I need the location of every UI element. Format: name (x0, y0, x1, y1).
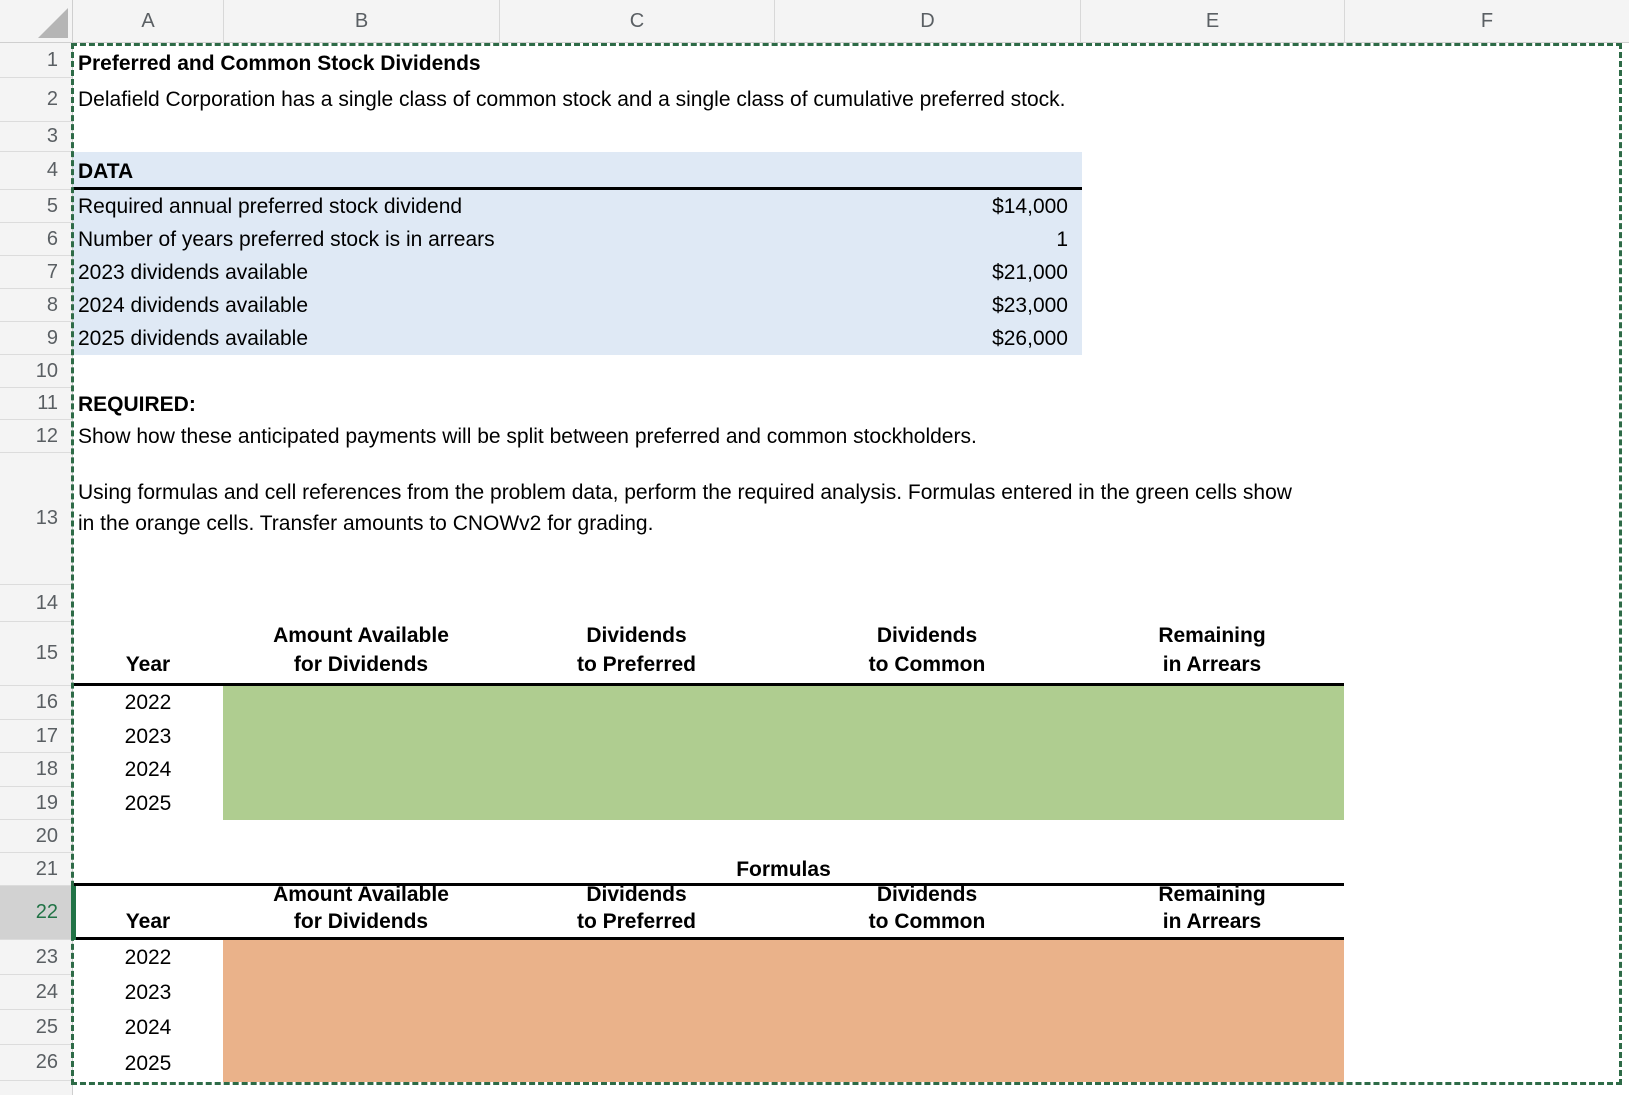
data-value: $21,000 (992, 260, 1068, 284)
year-text: 2025 (124, 1052, 172, 1075)
row-number: 8 (46, 293, 58, 316)
row-header-15[interactable] (0, 622, 72, 686)
row-number: 7 (46, 260, 58, 283)
column-header-d[interactable] (774, 0, 1080, 43)
header-line1: Amount Available (273, 883, 449, 906)
required-task-text: Show how these anticipated payments will be split between preferred and common stockholders. (78, 425, 977, 448)
formulas-heading-text: Formulas (736, 857, 831, 881)
column-letter: F (1480, 9, 1494, 32)
row-header-16[interactable] (0, 686, 72, 720)
row-number: 14 (35, 591, 58, 614)
table2-year-2025[interactable] (73, 1046, 223, 1082)
data-label: Required annual preferred stock dividend (78, 194, 463, 218)
header-line1: Amount Available (273, 624, 449, 647)
required-heading-text: REQUIRED: (78, 393, 196, 416)
table2-year-2024[interactable] (73, 1010, 223, 1046)
row-number: 22 (35, 901, 58, 923)
column-header-c[interactable] (499, 0, 774, 43)
row-header-13[interactable] (0, 453, 72, 585)
row-header-18[interactable] (0, 753, 72, 787)
table2-year-2023[interactable] (73, 975, 223, 1010)
row-header-10[interactable] (0, 355, 72, 388)
row-number: 9 (46, 326, 58, 349)
column-letter: B (354, 9, 369, 32)
header-line2: for Dividends (293, 910, 429, 933)
year-text: 2025 (124, 791, 172, 815)
row-header-19[interactable] (0, 787, 72, 820)
table1-header-year[interactable] (73, 622, 223, 686)
table1-year-2025[interactable] (73, 787, 223, 820)
data-value: $26,000 (992, 326, 1068, 350)
row-number: 23 (35, 945, 58, 968)
column-letter: C (629, 9, 645, 32)
column-header-f[interactable] (1344, 0, 1629, 43)
table1-header-amount-available[interactable] (223, 622, 499, 686)
header-line2: Year (125, 910, 171, 933)
row-number: 4 (46, 159, 58, 181)
row-number: 12 (35, 424, 58, 447)
table2-header-dividends-preferred[interactable] (499, 883, 774, 940)
column-letter: A (141, 9, 155, 32)
row-number: 3 (46, 125, 58, 147)
row-header-25[interactable] (0, 1010, 72, 1045)
header-line1: Dividends (876, 624, 978, 647)
row-header-17[interactable] (0, 720, 72, 753)
table2-header-amount-available[interactable] (223, 883, 499, 940)
select-all-corner[interactable] (0, 0, 73, 43)
column-header-a[interactable] (73, 0, 223, 43)
title-text: Preferred and Common Stock Dividends (78, 52, 481, 75)
data-label: Number of years preferred stock is in arrears (78, 227, 495, 251)
column-letter: E (1205, 9, 1220, 32)
cell-title[interactable] (78, 43, 481, 78)
cell-intro[interactable] (78, 78, 1065, 122)
row-header-23[interactable] (0, 940, 72, 975)
row-header-26[interactable] (0, 1045, 72, 1081)
table1-header-dividends-preferred[interactable] (499, 622, 774, 686)
row-number: 6 (46, 227, 58, 250)
data-value: $23,000 (992, 293, 1068, 317)
row-number: 19 (35, 791, 58, 814)
row-header-14[interactable] (0, 585, 72, 622)
table1-header-dividends-common[interactable] (774, 622, 1080, 686)
row-number: 21 (35, 857, 58, 880)
year-text: 2023 (124, 980, 172, 1004)
row-header-12[interactable] (0, 420, 72, 453)
column-letter: D (920, 9, 935, 32)
row-header-2[interactable] (0, 78, 72, 122)
row-header-22-active[interactable] (0, 886, 72, 940)
data-row-dividend[interactable] (73, 190, 1082, 223)
data-heading-text: DATA (78, 160, 134, 183)
row-number: 18 (35, 758, 58, 780)
table1-year-2023[interactable] (73, 720, 223, 753)
row-header-7[interactable] (0, 256, 72, 289)
year-text: 2024 (124, 758, 172, 781)
data-label: 2024 dividends available (78, 293, 309, 317)
header-line2: to Common (868, 653, 986, 676)
cell-instructions[interactable] (78, 453, 1622, 585)
data-label: 2023 dividends available (78, 260, 309, 284)
cell-required-heading[interactable] (78, 388, 196, 420)
data-row-2025[interactable] (73, 322, 1082, 355)
row-header-strip (0, 43, 73, 1095)
row-number: 26 (35, 1051, 58, 1073)
header-line2: Year (125, 653, 171, 676)
row-header-4[interactable] (0, 152, 72, 190)
header-line1: Dividends (586, 883, 687, 906)
row-header-8[interactable] (0, 289, 72, 322)
row-number: 2 (46, 88, 58, 110)
header-line2: to Preferred (576, 653, 697, 676)
table1-header-remaining-arrears[interactable] (1080, 622, 1344, 686)
row-header-21[interactable] (0, 853, 72, 886)
table1-year-2022[interactable] (73, 686, 223, 720)
answer-input-cells-green[interactable] (223, 686, 1344, 820)
data-value: $14,000 (992, 194, 1068, 218)
select-all-triangle-icon (38, 8, 68, 38)
intro-text: Delafield Corporation has a single class of common stock and a single class of cumulative preferred stock. (78, 88, 1066, 111)
row-header-11[interactable] (0, 388, 72, 420)
row-number: 11 (37, 392, 58, 414)
data-row-arrears-years[interactable] (73, 223, 1082, 256)
row-header-20[interactable] (0, 820, 72, 853)
table2-header-year[interactable] (73, 886, 223, 940)
row-number: 20 (35, 824, 58, 847)
instructions-line1: Using formulas and cell references from the problem data, perform the required analysis. Formulas entered in the green cells show (78, 481, 1292, 504)
header-line2: to Common (868, 910, 986, 933)
cell-required-task[interactable] (78, 420, 977, 453)
row-number: 25 (35, 1015, 58, 1038)
row-header-6[interactable] (0, 223, 72, 256)
data-value: 1 (1056, 227, 1068, 251)
row-number: 17 (35, 724, 58, 747)
row-header-9[interactable] (0, 322, 72, 355)
row-header-1[interactable] (0, 43, 72, 78)
column-header-e[interactable] (1080, 0, 1344, 43)
year-text: 2024 (124, 1016, 172, 1039)
row-number: 10 (35, 359, 58, 382)
row-header-3[interactable] (0, 122, 72, 152)
row-number: 24 (35, 980, 58, 1003)
year-text: 2022 (124, 945, 172, 969)
header-line1: Dividends (876, 883, 978, 906)
column-header-b[interactable] (223, 0, 499, 43)
year-text: 2023 (124, 724, 172, 748)
data-label: 2025 dividends available (78, 326, 309, 350)
header-line2: for Dividends (293, 653, 429, 676)
cell-data-heading[interactable] (78, 152, 133, 190)
row-number: 13 (35, 507, 58, 529)
table2-year-2022[interactable] (73, 940, 223, 975)
header-line1: Dividends (586, 624, 687, 647)
year-text: 2022 (124, 691, 172, 714)
row-number: 15 (35, 642, 58, 664)
header-line2: in Arrears (1162, 910, 1262, 933)
header-line2: to Preferred (576, 910, 697, 933)
row-header-24[interactable] (0, 975, 72, 1010)
row-header-5[interactable] (0, 190, 72, 223)
row-number: 1 (46, 48, 58, 71)
data-row-2024[interactable] (73, 289, 1082, 322)
row-number: 5 (46, 194, 58, 217)
data-row-2023[interactable] (73, 256, 1082, 289)
table2-header-dividends-common[interactable] (774, 883, 1080, 940)
table2-header-remaining-arrears[interactable] (1080, 883, 1344, 940)
table1-year-2024[interactable] (73, 753, 223, 787)
header-line1: Remaining (1158, 883, 1266, 906)
row-number: 16 (35, 691, 58, 713)
formula-input-cells-orange[interactable] (223, 940, 1344, 1082)
instructions-line2: in the orange cells. Transfer amounts to CNOWv2 for grading. (78, 512, 654, 535)
header-line2: in Arrears (1162, 653, 1262, 676)
header-line1: Remaining (1158, 624, 1266, 647)
